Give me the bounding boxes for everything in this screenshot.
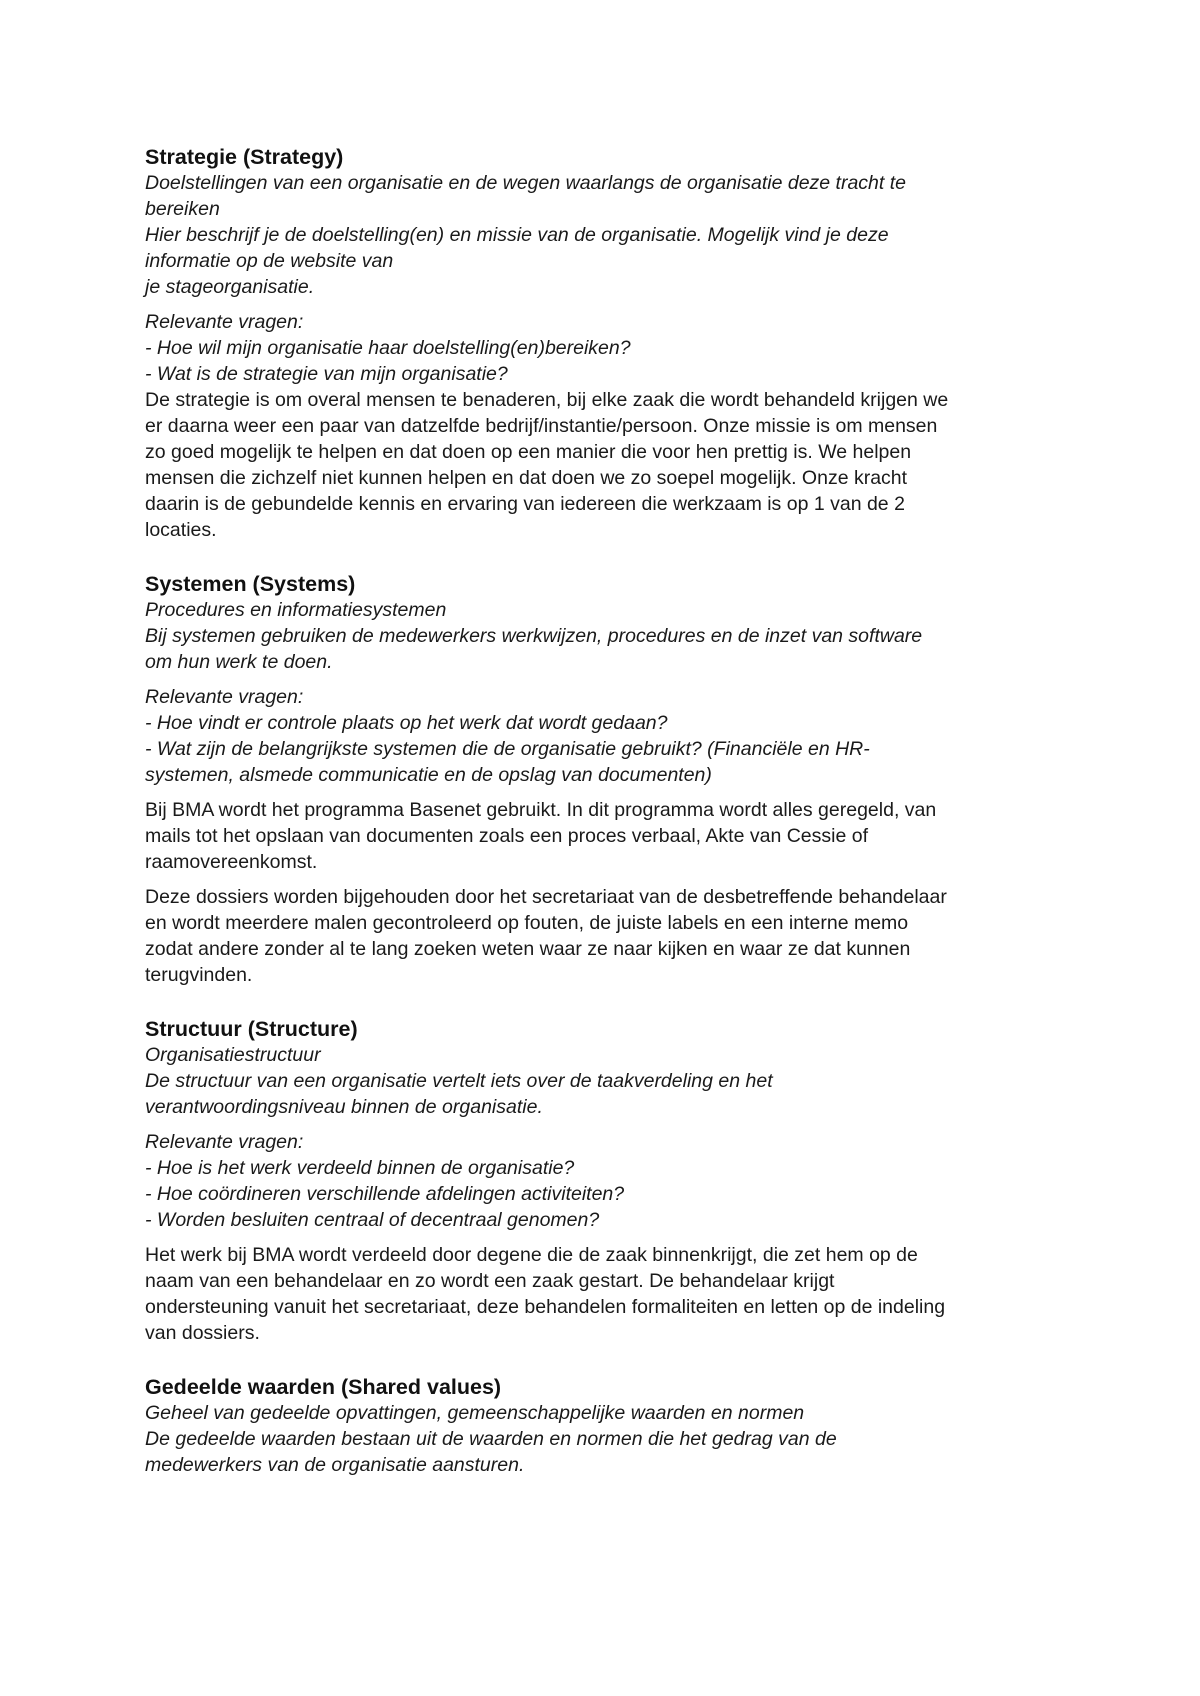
text-line: Organisatiestructuur — [145, 1044, 321, 1066]
text-line: Deze dossiers worden bijgehouden door het secretariaat van de desbetreffende behandelaar — [145, 886, 947, 908]
text-line: De gedeelde waarden bestaan uit de waarden en normen die het gedrag van de — [145, 1428, 837, 1450]
text-line: je stageorganisatie. — [145, 276, 315, 298]
paragraph-spacer — [145, 675, 1080, 684]
paragraph-spacer — [145, 300, 1080, 309]
section-spacer — [145, 988, 1080, 1016]
text-line: De structuur van een organisatie vertelt iets over de taakverdeling en het — [145, 1070, 773, 1092]
paragraph-spacer — [145, 1233, 1080, 1242]
text-line: - Hoe wil mijn organisatie haar doelstelling(en)bereiken? — [145, 337, 631, 359]
text-line: er daarna weer een paar van datzelfde bedrijf/instantie/persoon. Onze missie is om mensen — [145, 415, 938, 437]
section-gedeelde-waarden — [145, 1374, 1080, 1478]
section-heading: Strategie (Strategy) — [145, 145, 344, 169]
section-heading: Gedeelde waarden (Shared values) — [145, 1375, 502, 1399]
text-line: om hun werk te doen. — [145, 651, 333, 673]
text-line: zo goed mogelijk te helpen en dat doen op een manier die voor hen prettig is. We helpen — [145, 441, 912, 463]
text-line: Doelstellingen van een organisatie en de wegen waarlangs de organisatie deze tracht te — [145, 172, 907, 194]
text-line: mails tot het opslaan van documenten zoals een proces verbaal, Akte van Cessie of — [145, 825, 869, 847]
section-heading: Structuur (Structure) — [145, 1017, 358, 1041]
instruction-paragraph — [145, 1129, 1080, 1233]
text-line: ondersteuning vanuit het secretariaat, deze behandelen formaliteiten en letten op de indeling — [145, 1296, 946, 1318]
text-line: systemen, alsmede communicatie en de opslag van documenten) — [145, 764, 712, 786]
text-line: medewerkers van de organisatie aansturen. — [145, 1454, 525, 1476]
section-heading: Systemen (Systems) — [145, 572, 356, 596]
text-line: Relevante vragen: — [145, 1131, 304, 1153]
text-line: - Wat zijn de belangrijkste systemen die de organisatie gebruikt? (Financiële en HR- — [145, 738, 870, 760]
paragraph-spacer — [145, 788, 1080, 797]
text-line: - Hoe vindt er controle plaats op het werk dat wordt gedaan? — [145, 712, 668, 734]
paragraph-spacer — [145, 1120, 1080, 1129]
instruction-paragraph — [145, 1400, 1080, 1478]
instruction-paragraph — [145, 684, 1080, 788]
text-line: - Worden besluiten centraal of decentraal genomen? — [145, 1209, 600, 1231]
text-line: van dossiers. — [145, 1322, 260, 1344]
section-structuur — [145, 1016, 1080, 1346]
instruction-paragraph — [145, 309, 1080, 387]
text-line: Bij BMA wordt het programma Basenet gebruikt. In dit programma wordt alles geregeld, van — [145, 799, 937, 821]
document-page — [145, 144, 1080, 1478]
section-spacer — [145, 543, 1080, 571]
text-line: daarin is de gebundelde kennis en ervaring van iedereen die werkzaam is op 1 van de 2 — [145, 493, 905, 515]
section-spacer — [145, 1346, 1080, 1374]
body-paragraph — [145, 387, 1080, 543]
text-line: raamovereenkomst. — [145, 851, 318, 873]
text-line: - Hoe coördineren verschillende afdelingen activiteiten? — [145, 1183, 625, 1205]
text-line: Relevante vragen: — [145, 311, 304, 333]
paragraph-spacer — [145, 875, 1080, 884]
section-systemen — [145, 571, 1080, 988]
text-line: verantwoordingsniveau binnen de organisatie. — [145, 1096, 543, 1118]
text-line: Bij systemen gebruiken de medewerkers werkwijzen, procedures en de inzet van software — [145, 625, 923, 647]
text-line: - Hoe is het werk verdeeld binnen de organisatie? — [145, 1157, 575, 1179]
text-line: zodat andere zonder al te lang zoeken weten waar ze naar kijken en waar ze dat kunnen — [145, 938, 911, 960]
text-line: Relevante vragen: — [145, 686, 304, 708]
text-line: bereiken — [145, 198, 220, 220]
body-paragraph — [145, 797, 1080, 875]
text-line: naam van een behandelaar en zo wordt een zaak gestart. De behandelaar krijgt — [145, 1270, 835, 1292]
text-line: locaties. — [145, 519, 217, 541]
text-line: terugvinden. — [145, 964, 253, 986]
instruction-paragraph — [145, 1042, 1080, 1120]
text-line: Geheel van gedeelde opvattingen, gemeenschappelijke waarden en normen — [145, 1402, 805, 1424]
instruction-paragraph — [145, 597, 1080, 675]
section-strategie — [145, 144, 1080, 543]
instruction-paragraph — [145, 170, 1080, 300]
text-line: informatie op de website van — [145, 250, 394, 272]
text-line: De strategie is om overal mensen te benaderen, bij elke zaak die wordt behandeld krijgen we — [145, 389, 949, 411]
body-paragraph — [145, 1242, 1080, 1346]
text-line: - Wat is de strategie van mijn organisatie? — [145, 363, 508, 385]
text-line: Procedures en informatiesystemen — [145, 599, 447, 621]
text-line: mensen die zichzelf niet kunnen helpen en dat doen we zo soepel mogelijk. Onze kracht — [145, 467, 908, 489]
body-paragraph — [145, 884, 1080, 988]
text-line: en wordt meerdere malen gecontroleerd op fouten, de juiste labels en een interne memo — [145, 912, 909, 934]
text-line: Het werk bij BMA wordt verdeeld door degene die de zaak binnenkrijgt, die zet hem op de — [145, 1244, 918, 1266]
text-line: Hier beschrijf je de doelstelling(en) en missie van de organisatie. Mogelijk vind je deze — [145, 224, 889, 246]
